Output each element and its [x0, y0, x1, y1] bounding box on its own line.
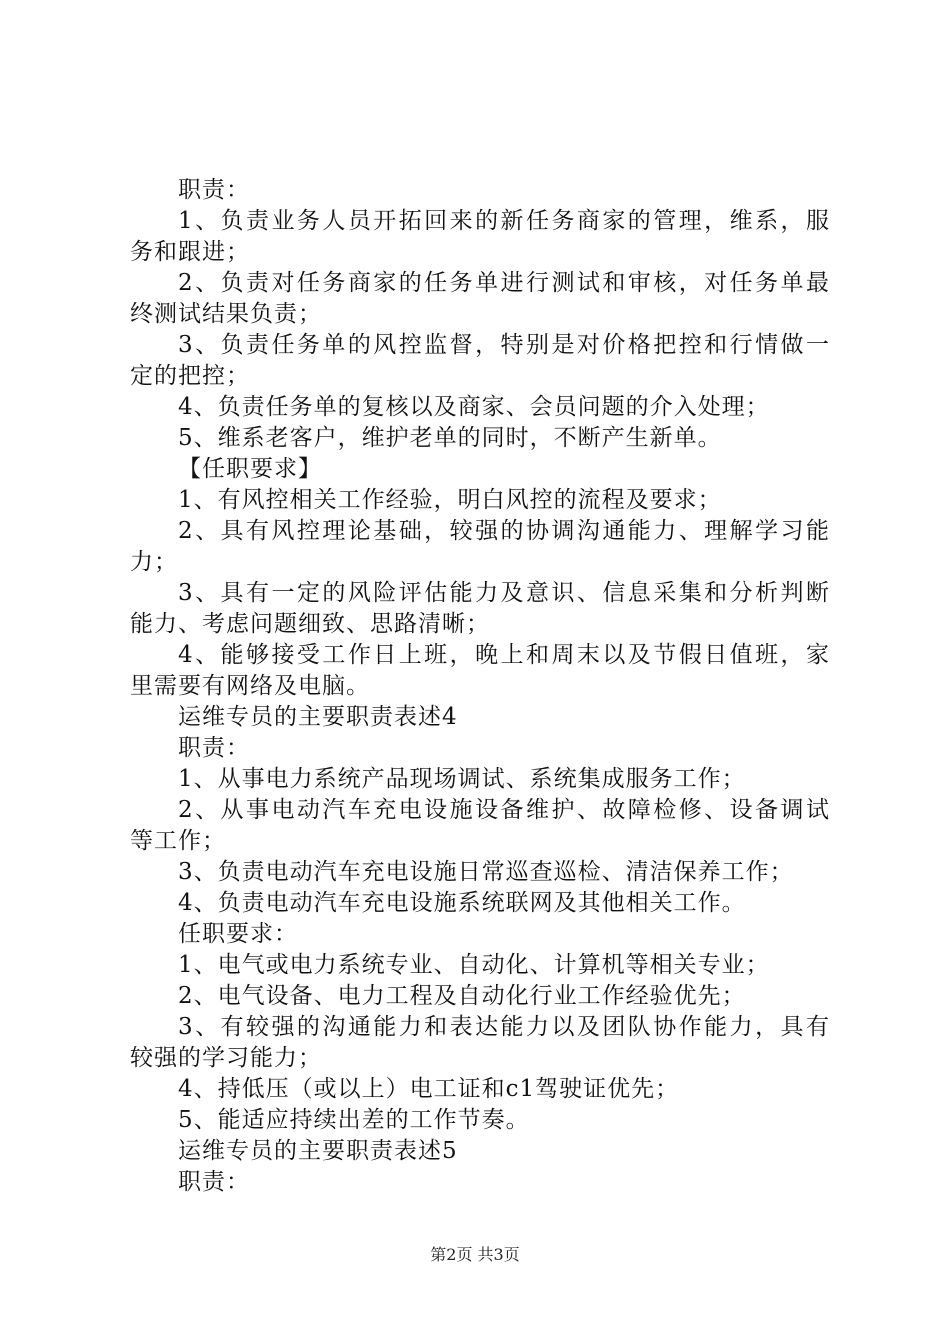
text-line: 职责： [178, 177, 250, 203]
text-line: 4、负责任务单的复核以及商家、会员问题的介入处理； [178, 394, 770, 420]
text-line: 定的把控； [130, 363, 250, 389]
text-line: 4、能够接受工作日上班，晚上和周末以及节假日值班，家 [178, 642, 830, 668]
section-heading: 运维专员的主要职责表述5 [178, 1138, 458, 1164]
text-line: 2、负责对任务商家的任务单进行测试和审核，对任务单最 [178, 270, 830, 296]
text-line: 职责： [178, 735, 250, 761]
text-line: 3、有较强的沟通能力和表达能力以及团队协作能力，具有 [178, 1014, 830, 1040]
text-line: 4、负责电动汽车充电设施系统联网及其他相关工作。 [178, 890, 746, 916]
section-heading: 运维专员的主要职责表述4 [178, 704, 458, 730]
text-line: 2、从事电动汽车充电设施设备维护、故障检修、设备调试 [178, 797, 830, 823]
text-line: 力； [130, 549, 178, 575]
text-line: 1、有风控相关工作经验，明白风控的流程及要求； [178, 487, 722, 513]
text-line: 终测试结果负责； [130, 301, 322, 327]
text-line: 1、负责业务人员开拓回来的新任务商家的管理，维系，服 [178, 208, 830, 234]
text-line: 里需要有网络及电脑。 [130, 673, 370, 699]
text-line: 1、从事电力系统产品现场调试、系统集成服务工作； [178, 766, 746, 792]
text-line: 4、持低压（或以上）电工证和c1驾驶证优先； [178, 1076, 680, 1102]
text-line: 1、电气或电力系统专业、自动化、计算机等相关专业； [178, 952, 770, 978]
text-line: 职责： [178, 1169, 250, 1195]
page-footer: 第2页 共3页 [430, 1245, 520, 1264]
text-line: 等工作； [130, 828, 226, 854]
text-line: 2、电气设备、电力工程及自动化行业工作经验优先； [178, 983, 746, 1009]
text-line: 2、具有风控理论基础，较强的协调沟通能力、理解学习能 [178, 518, 830, 544]
text-line: 3、负责电动汽车充电设施日常巡查巡检、清洁保养工作； [178, 859, 794, 885]
text-line: 能力、考虑问题细致、思路清晰； [130, 611, 490, 637]
document-body [130, 175, 830, 1198]
text-line: 5、维系老客户，维护老单的同时，不断产生新单。 [178, 425, 722, 451]
text-line: 3、负责任务单的风控监督，特别是对价格把控和行情做一 [178, 332, 830, 358]
text-line: 3、具有一定的风险评估能力及意识、信息采集和分析判断 [178, 580, 830, 606]
text-line: 较强的学习能力； [130, 1045, 322, 1071]
text-line: 5、能适应持续出差的工作节奏。 [178, 1107, 530, 1133]
section-heading: 【任职要求】 [178, 456, 322, 482]
text-line: 务和跟进； [130, 239, 250, 265]
text-line: 任职要求： [178, 921, 298, 947]
